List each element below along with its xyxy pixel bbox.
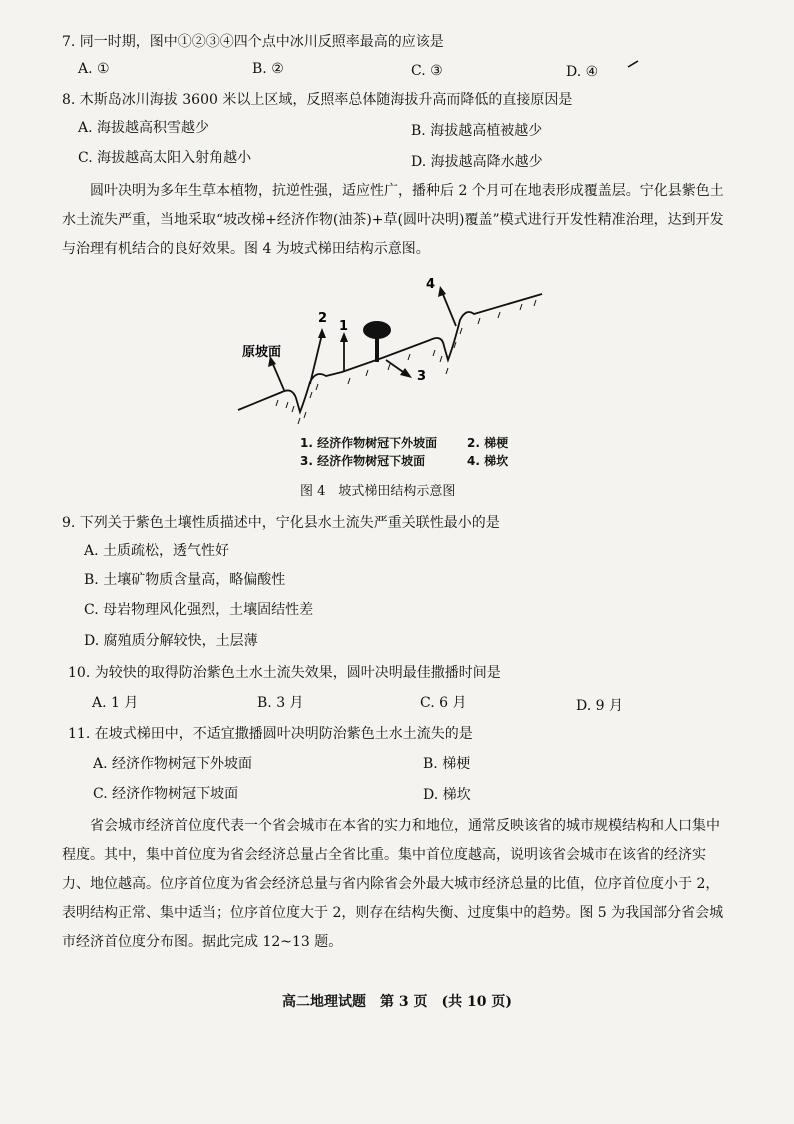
figure-number-2: 2 bbox=[318, 311, 328, 326]
q11-option-c: C. 经济作物树冠下坡面 bbox=[93, 786, 239, 802]
legend-item-4: 4. 梯坎 bbox=[467, 454, 509, 468]
q9-option-b: B. 土壤矿物质含量高，略偏酸性 bbox=[84, 572, 286, 588]
q10-option-c: C. 6 月 bbox=[420, 695, 467, 711]
legend-item-2: 2. 梯梗 bbox=[467, 436, 509, 450]
legend-item-1: 1. 经济作物树冠下外坡面 bbox=[300, 436, 438, 450]
q7-option-c: C. ③ bbox=[411, 63, 443, 79]
q8-option-a: A. 海拔越高积雪越少 bbox=[78, 120, 210, 136]
q7-option-b: B. ② bbox=[252, 61, 284, 77]
q7-option-a: A. ① bbox=[78, 61, 110, 77]
q11-option-b: B. 梯梗 bbox=[423, 756, 471, 772]
q10-option-b: B. 3 月 bbox=[257, 695, 304, 711]
page-footer: 高二地理试题 第 3 页 (共 10 页) bbox=[282, 994, 512, 1010]
q8-option-d: D. 海拔越高降水越少 bbox=[411, 154, 543, 170]
figure-4-diagram bbox=[230, 272, 550, 432]
q11-stem: 11. 在坡式梯田中，不适宜撒播圆叶决明防治紫色土水土流失的是 bbox=[68, 726, 473, 742]
q9-stem: 9. 下列关于紫色土壤性质描述中，宁化县水土流失严重关联性最小的是 bbox=[62, 515, 500, 531]
q11-option-d: D. 梯坎 bbox=[423, 787, 471, 803]
q10-option-d: D. 9 月 bbox=[576, 698, 623, 714]
q10-stem: 10. 为较快的取得防治紫色土水土流失效果，圆叶决明最佳撒播时间是 bbox=[68, 665, 501, 681]
figure-number-3: 3 bbox=[417, 369, 427, 384]
q9-option-c: C. 母岩物理风化强烈，土壤固结性差 bbox=[84, 602, 314, 618]
q8-option-c: C. 海拔越高太阳入射角越小 bbox=[78, 150, 252, 166]
legend-item-3: 3. 经济作物树冠下坡面 bbox=[300, 454, 426, 468]
slope-profile bbox=[238, 294, 542, 412]
pen-mark bbox=[626, 58, 640, 70]
q9-option-d: D. 腐殖质分解较快，土层薄 bbox=[84, 633, 258, 649]
q11-option-a: A. 经济作物树冠下外坡面 bbox=[93, 756, 253, 772]
figure-number-1: 1 bbox=[339, 319, 349, 334]
passage-1: 圆叶决明为多年生草本植物，抗逆性强，适应性广，播种后 2 个月可在地表形成覆盖层。宁化县紫色土水土流失严重，当地采取“坡改梯+经济作物(油茶)+草(圆叶决明)覆盖”模式进行开发性精准治理，达到开发与治理有机结合的良好效果。图 4 为坡式梯田结构示意图。 bbox=[62, 183, 724, 257]
passage-2: 省会城市经济首位度代表一个省会城市在本省的实力和地位，通常反映该省的城市规模结构和人口集中程度。其中，集中首位度为省会经济总量占全省比重。集中首位度越高，说明该省会城市在该省的经济实力、地位越高。位序首位度为省会经济总量与省内除省会外最大城市经济总量的比值，位序首位度小于 2，表明结构正常、集中适当；位序首位度大于 2，则存在结构失衡、过度集中的趋势。图 5 为我国部分省会城市经济首位度分布图。据此完成 12~13 题。 bbox=[62, 818, 724, 950]
q7-stem: 7. 同一时期，图中①②③④四个点中冰川反照率最高的应该是 bbox=[62, 34, 444, 50]
q8-option-b: B. 海拔越高植被越少 bbox=[411, 123, 543, 139]
q10-option-a: A. 1 月 bbox=[92, 695, 139, 711]
q7-option-d: D. ④ bbox=[566, 64, 599, 80]
label-original-slope: 原坡面 bbox=[242, 345, 282, 360]
figure-4-caption: 图 4 坡式梯田结构示意图 bbox=[300, 484, 456, 499]
q8-stem: 8. 木斯岛冰川海拔 3600 米以上区域，反照率总体随海拔升高而降低的直接原因是 bbox=[62, 92, 573, 108]
figure-number-4: 4 bbox=[426, 277, 436, 292]
q9-option-a: A. 土质疏松，透气性好 bbox=[84, 543, 230, 559]
